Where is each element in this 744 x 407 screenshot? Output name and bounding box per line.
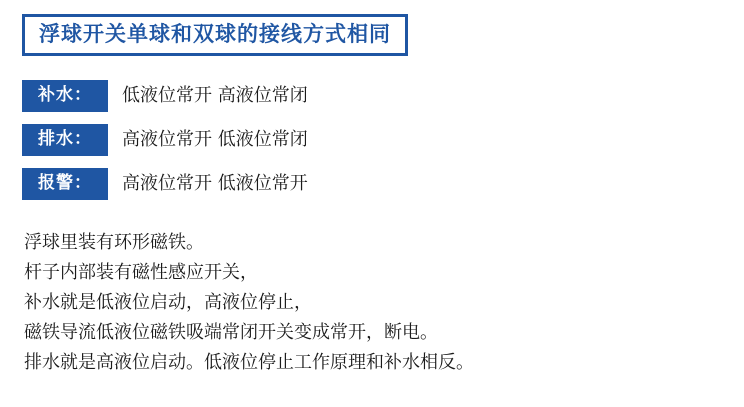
mode-description-supply: 低液位常开 高液位常闭 bbox=[122, 85, 308, 107]
paragraph-line: 杆子内部装有磁性感应开关， bbox=[24, 262, 258, 283]
paragraph-line: 磁铁导流低液位磁铁吸端常闭开关变成常开，断电。 bbox=[24, 322, 438, 343]
paragraph-line: 排水就是高液位启动。低液位停止工作原理和补水相反。 bbox=[24, 352, 474, 373]
mode-list bbox=[22, 78, 722, 210]
list-item bbox=[22, 166, 722, 202]
mode-description-alarm: 高液位常开 低液位常开 bbox=[122, 173, 308, 195]
mode-tag-alarm: 报警： bbox=[22, 168, 108, 199]
paragraph-line: 浮球里装有环形磁铁。 bbox=[24, 232, 204, 253]
list-item bbox=[22, 122, 722, 158]
mode-tag-supply: 补水： bbox=[22, 80, 108, 111]
mode-description-drain: 高液位常开 低液位常闭 bbox=[122, 129, 308, 151]
list-item bbox=[22, 78, 722, 114]
title-banner bbox=[22, 14, 408, 56]
mode-tag-drain: 排水： bbox=[22, 124, 108, 155]
page-title: 浮球开关单球和双球的接线方式相同 bbox=[39, 22, 391, 46]
explanation-paragraph bbox=[24, 228, 724, 378]
paragraph-line: 补水就是低液位启动，高液位停止， bbox=[24, 292, 312, 313]
